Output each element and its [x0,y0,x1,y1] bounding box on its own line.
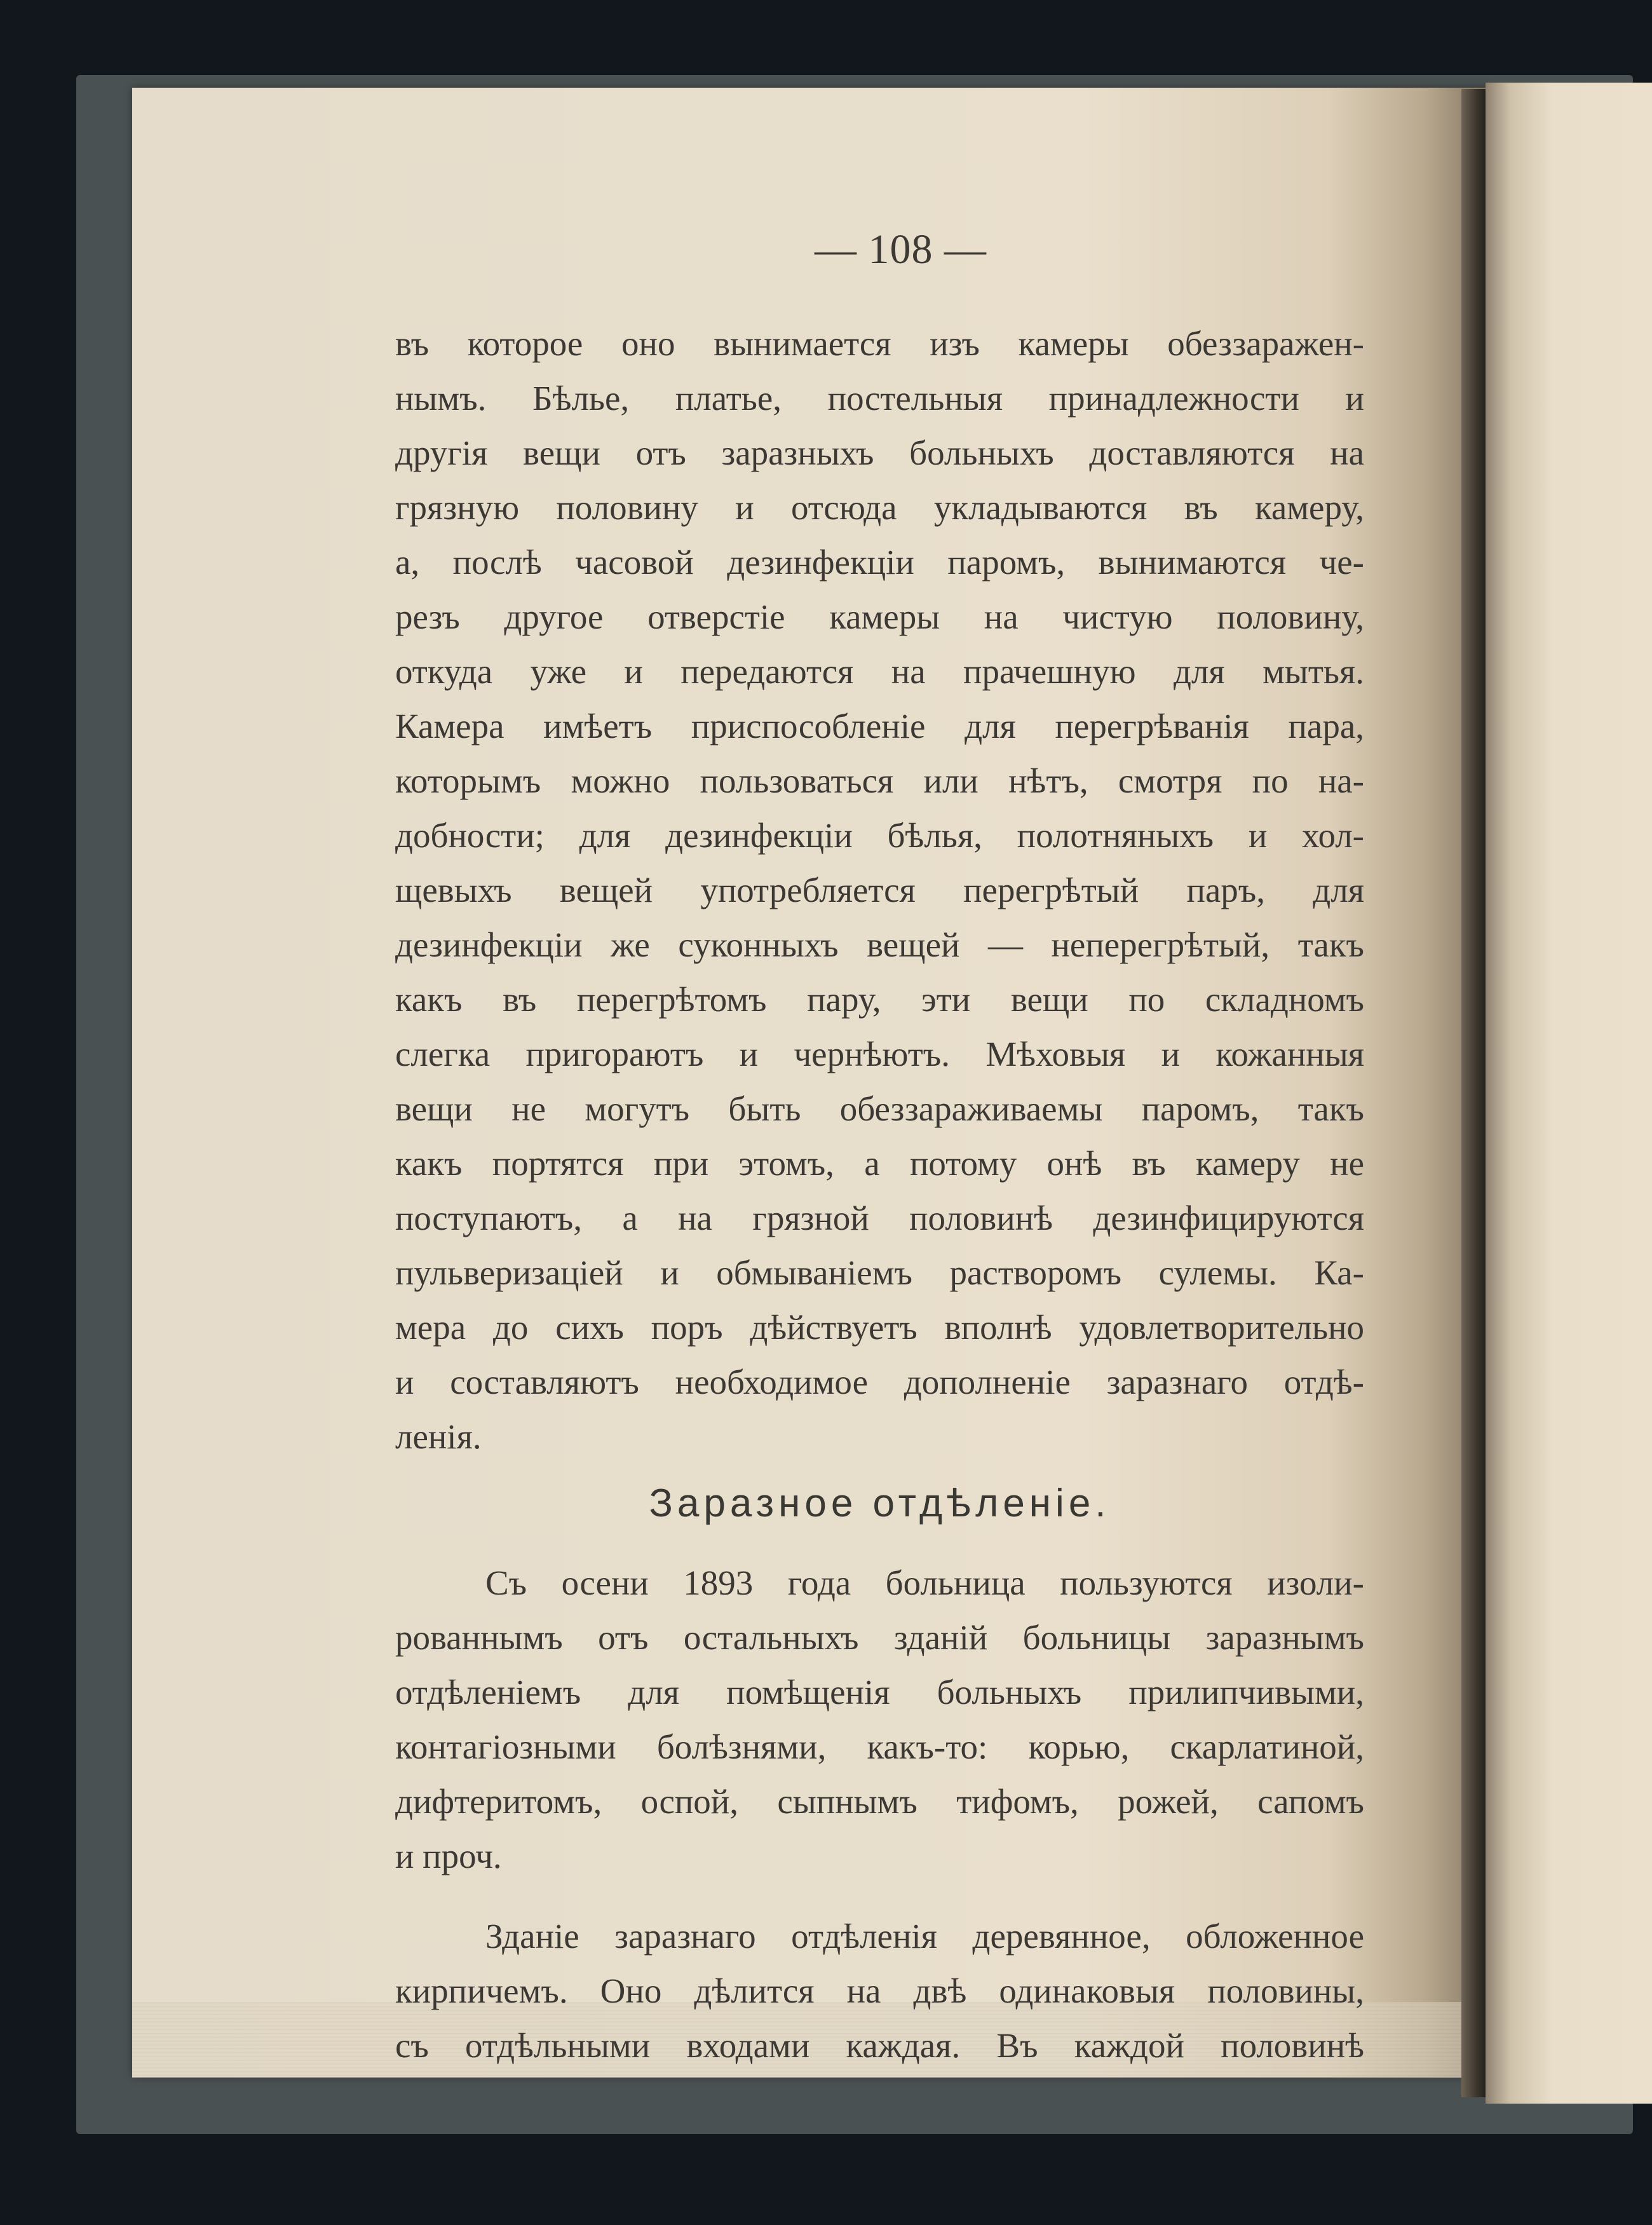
text-line: пульверизаціей и обмываніемъ растворомъ сулемы. Ка- [395,1253,1364,1292]
text-line: кирпичемъ. Оно дѣлится на двѣ одинаковыя половины, [395,1971,1364,2010]
text-line: мера до сихъ поръ дѣйствуетъ вполнѣ удовлетворительно [395,1308,1364,1347]
paragraph-1 [395,316,1364,1464]
text-line: Зданіе заразнаго отдѣленія деревянное, обложенное [485,1917,1364,1956]
text-line: поступаютъ, а на грязной половинѣ дезинфицируются [395,1199,1364,1237]
text-line: Съ осени 1893 года больница пользуются изоли- [485,1563,1364,1602]
section-heading: Заразное отдѣленіе. [649,1481,1111,1525]
right-page [1486,83,1652,2104]
text-line: съ отдѣльными входами каждая. Въ каждой половинѣ [395,2026,1364,2065]
text-line: Камера имѣетъ приспособленіе для перегрѣванія пара, [395,707,1364,745]
text-line: грязную половину и отсюда укладываются въ камеру, [395,488,1364,527]
text-line: дезинфекціи же суконныхъ вещей — неперегрѣтый, такъ [395,925,1364,964]
text-line: которымъ можно пользоваться или нѣтъ, смотря по на- [395,761,1364,800]
text-line: щевыхъ вещей употребляется перегрѣтый паръ, для [395,871,1364,909]
text-line: слегка пригораютъ и чернѣютъ. Мѣховыя и кожанныя [395,1035,1364,1073]
text-line: въ которое оно вынимается изъ камеры обеззаражен- [395,324,1364,363]
book-gutter [1461,89,1488,2097]
text-line: и проч. [395,1837,502,1875]
text-line: откуда уже и передаются на прачешную для мытья. [395,652,1364,691]
text-line: и составляютъ необходимое дополненіе заразнаго отдѣ- [395,1363,1364,1401]
text-line: ленія. [395,1417,482,1456]
text-line: какъ портятся при этомъ, а потому онѣ въ камеру не [395,1144,1364,1183]
text-line: нымъ. Бѣлье, платье, постельныя принадлежности и [395,379,1364,418]
text-line: другія вещи отъ заразныхъ больныхъ доставляются на [395,433,1364,472]
text-line: вещи не могутъ быть обеззараживаемы паромъ, такъ [395,1089,1364,1128]
text-line: добности; для дезинфекціи бѣлья, полотняныхъ и хол- [395,816,1364,855]
paragraph-3 [395,1909,1364,2073]
text-line: отдѣленіемъ для помѣщенія больныхъ прилипчивыми, [395,1673,1364,1711]
text-line: а, послѣ часовой дезинфекціи паромъ, вынимаются че- [395,543,1364,582]
text-line: резъ другое отверстіе камеры на чистую половину, [395,597,1364,636]
text-line: рованнымъ отъ остальныхъ зданій больницы заразнымъ [395,1618,1364,1657]
text-line: дифтеритомъ, оспой, сыпнымъ тифомъ, рожей, сапомъ [395,1782,1364,1821]
paragraph-gap [395,1884,1364,1909]
paragraph-2 [395,1556,1364,1884]
page-number: — 108 — [815,226,987,273]
text-line: контагіозными болѣзнями, какъ-то: корью, скарлатиной, [395,1727,1364,1766]
text-line: какъ въ перегрѣтомъ пару, эти вещи по складномъ [395,980,1364,1019]
page-text [395,316,1364,2073]
